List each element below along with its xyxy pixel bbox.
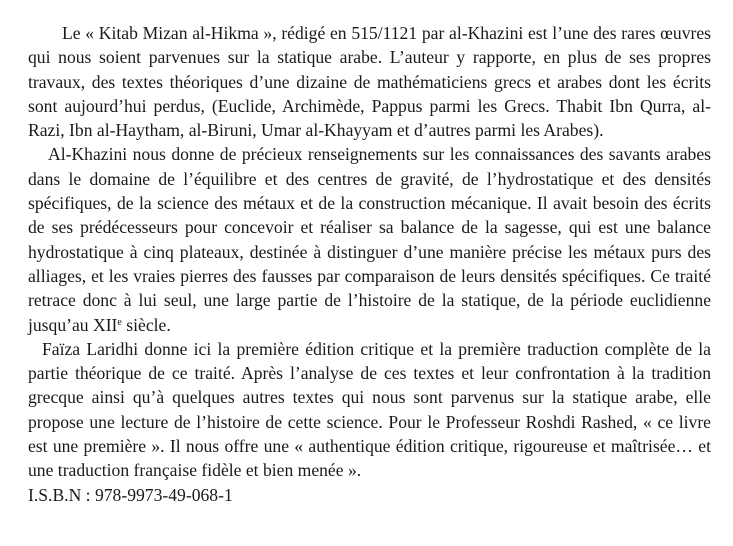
document-body xyxy=(28,21,711,507)
paragraph-khazini xyxy=(28,142,711,336)
century-superscript: e xyxy=(117,316,122,328)
paragraph-intro: Le « Kitab Mizan al-Hikma », rédigé en 515/1121 par al-Khazini est l’une des rares œuvres qui nous soient parvenues sur la statique arabe. L’auteur y rapporte, en plus de ses propres travaux, des textes théoriques d’une dizaine de mathématiciens grecs et arabes dont les écrits sont aujourd’hui perdus, (Euclide, Archimède, Pappus parmi les Grecs. Thabit Ibn Qurra, al-Razi, Ibn al-Haytham, al-Biruni, Umar al-Khayyam et d’autres parmi les Arabes). xyxy=(28,23,711,141)
paragraph-khazini-text: Al-Khazini nous donne de précieux renseignements sur les connaissances des savants arabes dans le domaine de l’équilibre et des centres de gravité, de l’hydrostatique et des densités spécifiques, de la science des métaux et de la construction mécanique. Il avait besoin des écrits de ses prédécesseurs pour concevoir et réaliser sa balance de la sagesse, qui est une balance hydrostatique à cinq plateaux, destinée à distinguer d’une manière précise les métaux purs des alliages, et les vraies pierres des fausses par comparaison de leurs densités spécifiques. Ce traité retrace donc à lui seul, une large partie de l’histoire de la statique, de la période euclidienne jusqu’au XII xyxy=(28,144,711,335)
paragraph-laridhi: Faïza Laridhi donne ici la première édition critique et la première traduction complète de la partie théorique de ce traité. Après l’analyse de ces textes et leur confrontation à la tradition grecque ainsi qu’à quelques autres textes qui nous sont parvenus sur la statique arabe, elle propose une lecture de l’histoire de cette science. Pour le Professeur Roshdi Rashed, « ce livre est une première ». Il nous offre une « authentique édition critique, rigoureuse et maîtrisée… et une traduction française fidèle et bien menée ». xyxy=(28,338,711,481)
paragraph-khazini-end: siècle. xyxy=(121,314,171,335)
isbn-line: I.S.B.N : 978-9973-49-068-1 xyxy=(28,484,233,505)
